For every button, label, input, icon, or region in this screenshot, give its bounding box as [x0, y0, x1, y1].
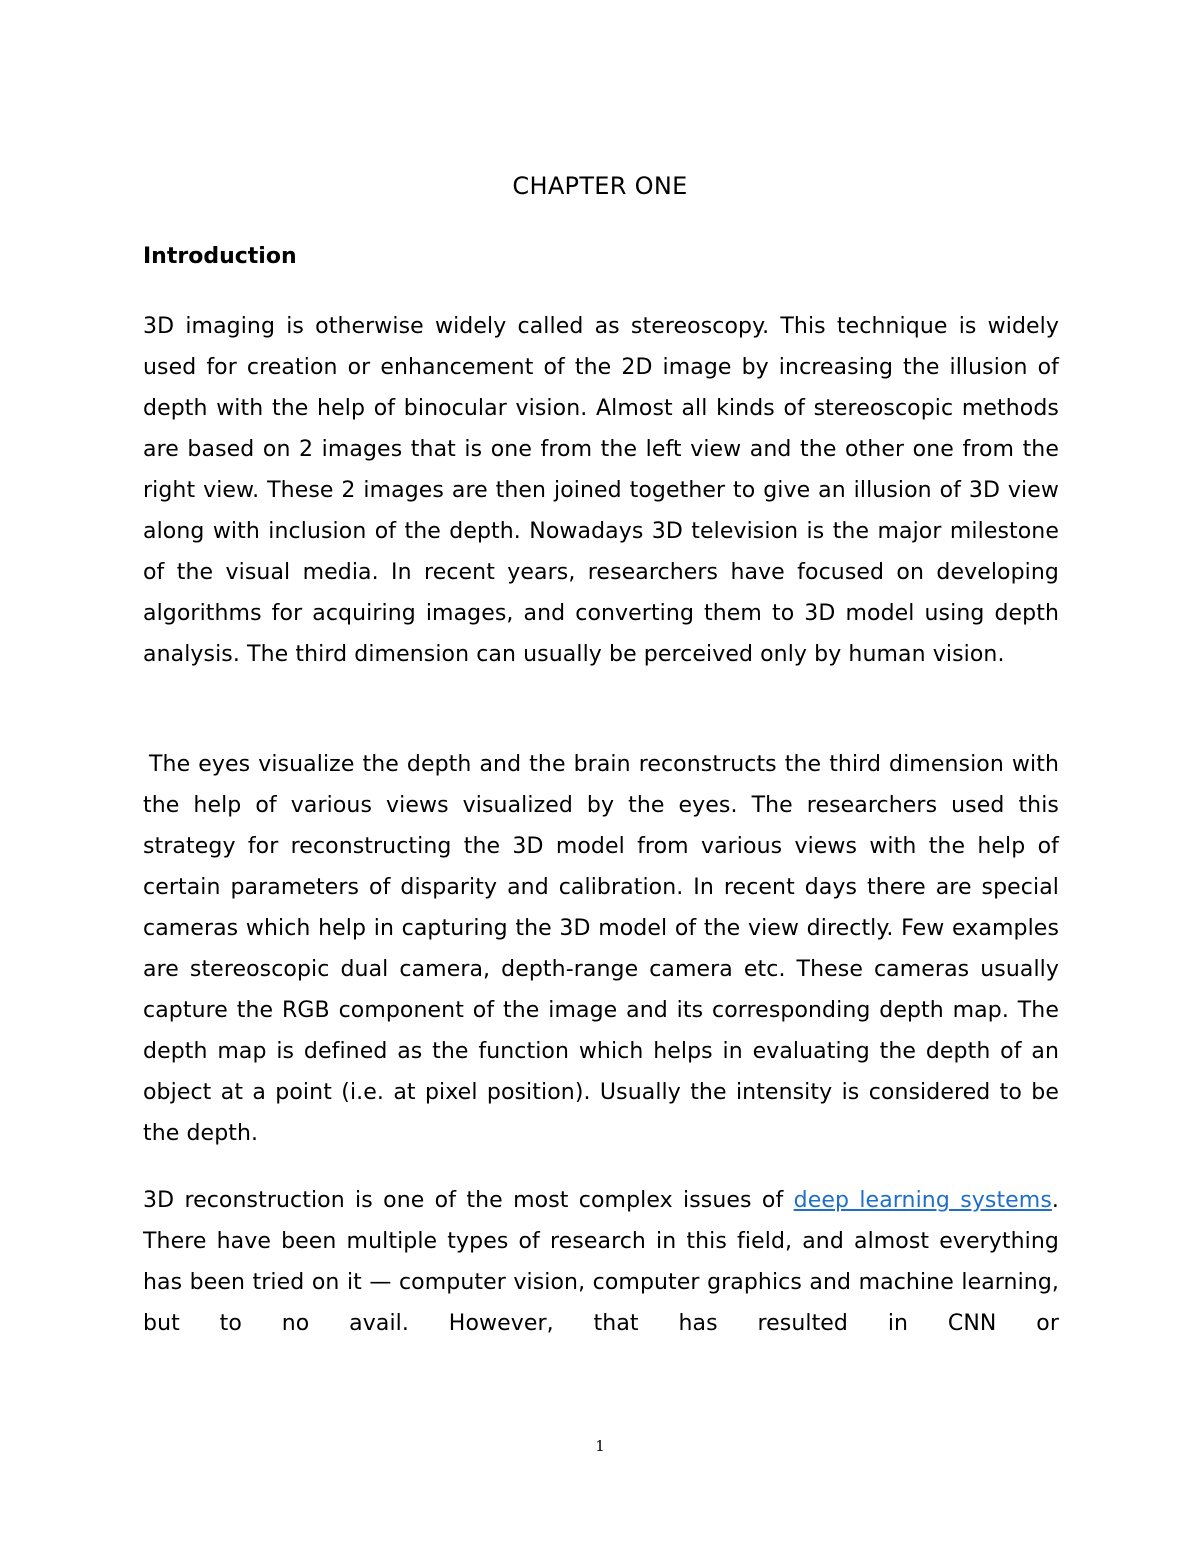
paragraph-3-text-before-link: 3D reconstruction is one of the most complex issues of [143, 1188, 794, 1213]
paragraph-2: The eyes visualize the depth and the brain reconstructs the third dimension with the help of various views visualized by the eyes. The researchers used this strategy for reconstructing the 3D model from various views with the help of certain parameters of disparity and calibration. In recent days there are special cameras which help in capturing the 3D model of the view directly. Few examples are stereoscopic dual camera, depth-range camera etc. These cameras usually capture the RGB component of the image and its corresponding depth map. The depth map is defined as the function which helps in evaluating the depth of an object at a point (i.e. at pixel position). Usually the intensity is considered to be the depth. [143, 752, 1059, 1146]
paragraph-1: 3D imaging is otherwise widely called as stereoscopy. This technique is widely used for creation or enhancement of the 2D image by increasing the illusion of depth with the help of binocular vision. Almost all kinds of stereoscopic methods are based on 2 images that is one from the left view and the other one from the right view. These 2 images are then joined together to give an illusion of 3D view along with inclusion of the depth. Nowadays 3D television is the major milestone of the visual media. In recent years, researchers have focused on developing algorithms for acquiring images, and converting them to 3D model using depth analysis. The third dimension can usually be perceived only by human vision. [143, 314, 1059, 667]
page-number: 1 [595, 1437, 605, 1455]
chapter-title: CHAPTER ONE [512, 172, 688, 200]
paragraph-3-text-after-link: . There have been multiple types of research in this field, and almost everything has been tried on it — computer vision, computer graphics and machine learning, but to no avail. However, that has resulted in CNN or [143, 1188, 1059, 1336]
paragraph-3 [143, 1180, 1059, 1344]
deep-learning-systems-link[interactable]: deep learning systems [793, 1188, 1052, 1213]
section-heading: Introduction [143, 244, 297, 269]
